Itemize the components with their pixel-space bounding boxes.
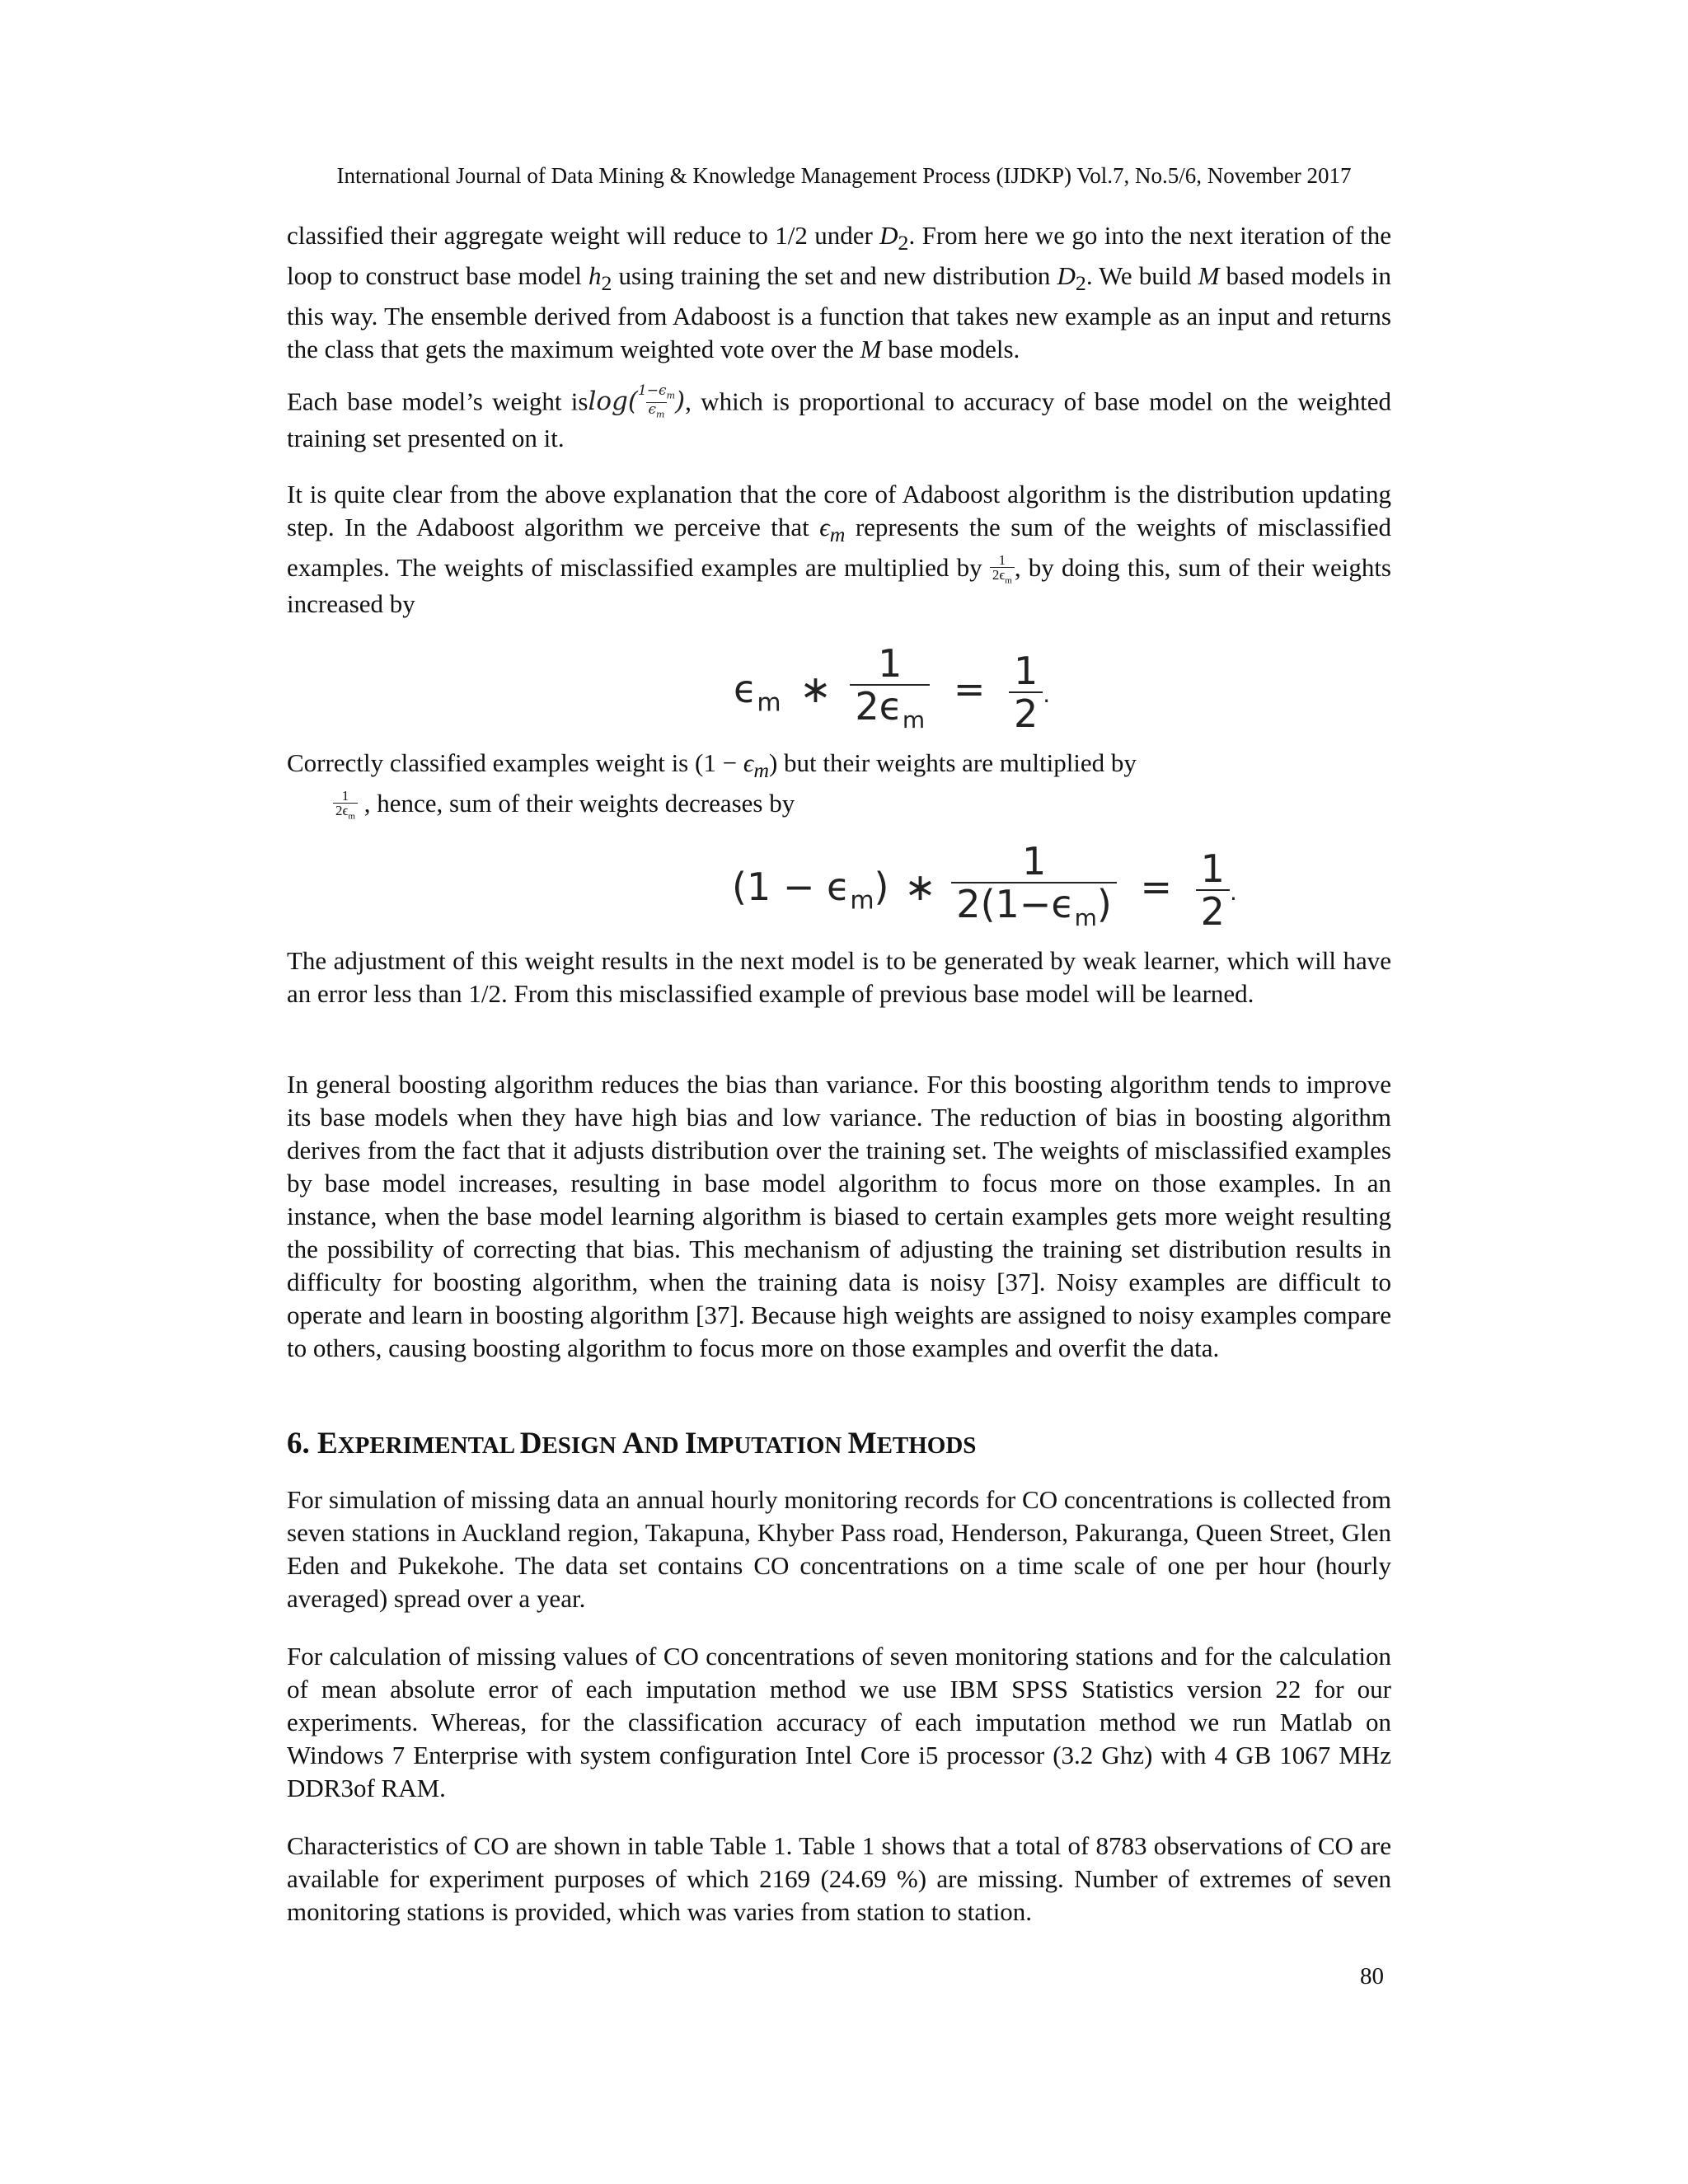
page-number: 80	[1360, 1963, 1384, 1990]
equation-misclassified-sum: $\epsilon_m$ ∗ $\frac{1}{2\epsilon_m}$ = $\frac{1}{2}$ .	[734, 643, 1050, 741]
paragraph-distribution-update: It is quite clear from the above explanation that the core of Adaboost algorithm is the distribution updating step. In the Adaboost algorithm we perceive that $\epsilon_m$ represents the sum of the weights of misclassified examples. The weights of misclassified examples are multiplied by $\frac{1}{2\epsilon_m}$ , by doing this, sum of their weights increased by	[287, 480, 1391, 619]
equation-correct-sum: $(1 - \epsilon_m)$ ∗ $\frac{1}{2(1-\epsilon_m)}$ = $\frac{1}{2}$ .	[732, 841, 1237, 939]
inline-fraction-1-over-2eps: $\frac{1}{2\epsilon_m}$	[990, 553, 1015, 588]
paragraph-ensemble: classified their aggregate weight will reduce to 1/2 under $D_2$. From here we go into the next iteration of the loop to construct base model $h_2$ using training the set and new distribution $D_2$. We build M based models in this way. The ensemble derived from Adaboost is a function that takes new example as an input and returns the class that gets the maximum weighted vote over the M base models.	[287, 221, 1392, 364]
running-header: International Journal of Data Mining & Knowledge Management Process (IJDKP) Vol.7, No.5/6, November 2017	[336, 163, 1352, 188]
paragraph-characteristics: Characteristics of CO are shown in table Table 1. Table 1 shows that a total of 8783 observations of CO are available for experiment purposes of which 2169 (24.69 %) are missing. Number of extremes of seven monitoring stations is provided, which was varies from station to station.	[287, 1831, 1391, 1926]
inline-fraction-1-over-2eps: $\frac{1}{2\epsilon_m}$	[333, 789, 358, 823]
paragraph-simulation-data: For simulation of missing data an annual hourly monitoring records for CO concentrations is collected from seven stations in Auckland region, Takapuna, Khyber Pass road, Henderson, Pakuranga, Queen Street, Glen Eden and Pukekohe. The data set contains CO concentrations on a time scale of one per hour (hourly averaged) spread over a year.	[287, 1485, 1391, 1613]
section-heading: 6. EXPERIMENTAL DESIGN AND IMPUTATION METHODS	[287, 1427, 977, 1460]
paragraph-model-weight: Each base model’s weight islog( $\frac{1-\epsilon_m}{\epsilon_m}$ ), which is proportional to accuracy of base model on the weighted training set presented on it.	[287, 382, 1391, 452]
paragraph-correctly-classified: Correctly classified examples weight is $(1 - \epsilon_m)$ but their weights are multiplied by $\frac{1}{2\epsilon_m}$ , hence, sum of their weights decreases by	[287, 747, 1391, 823]
paragraph-tools: For calculation of missing values of CO concentrations of seven monitoring stations and for the calculation of mean absolute error of each imputation method we use IBM SPSS Statistics version 22 for our experiments. Whereas, for the classification accuracy of each imputation method we run Matlab on Windows 7 Enterprise with system configuration Intel Core i5 processor (3.2 Ghz) with 4 GB 1067 MHz DDR3of RAM.	[287, 1642, 1391, 1802]
inline-log-weight-formula: log( $\frac{1-\epsilon_m}{\epsilon_m}$ )	[588, 382, 686, 420]
paragraph-boosting-bias: In general boosting algorithm reduces the bias than variance. For this boosting algorithm tends to improve its base models when they have high bias and low variance. The reduction of bias in boosting algorithm derives from the fact that it adjusts distribution over the training set. The weights of misclassified examples by base model increases, resulting in base model algorithm to focus more on those examples. In an instance, when the base model learning algorithm is biased to certain examples gets more weight resulting the possibility of correcting that bias. This mechanism of adjusting the training set distribution results in difficulty for boosting algorithm, when the training data is noisy [37]. Noisy examples are difficult to operate and learn in boosting algorithm [37]. Because high weights are assigned to noisy examples compare to others, causing boosting algorithm to focus more on those examples and overfit the data.	[287, 1070, 1391, 1362]
paragraph-weight-adjustment: The adjustment of this weight results in the next model is to be generated by weak learner, which will have an error less than 1/2. From this misclassified example of previous base model will be learned.	[287, 946, 1391, 1008]
